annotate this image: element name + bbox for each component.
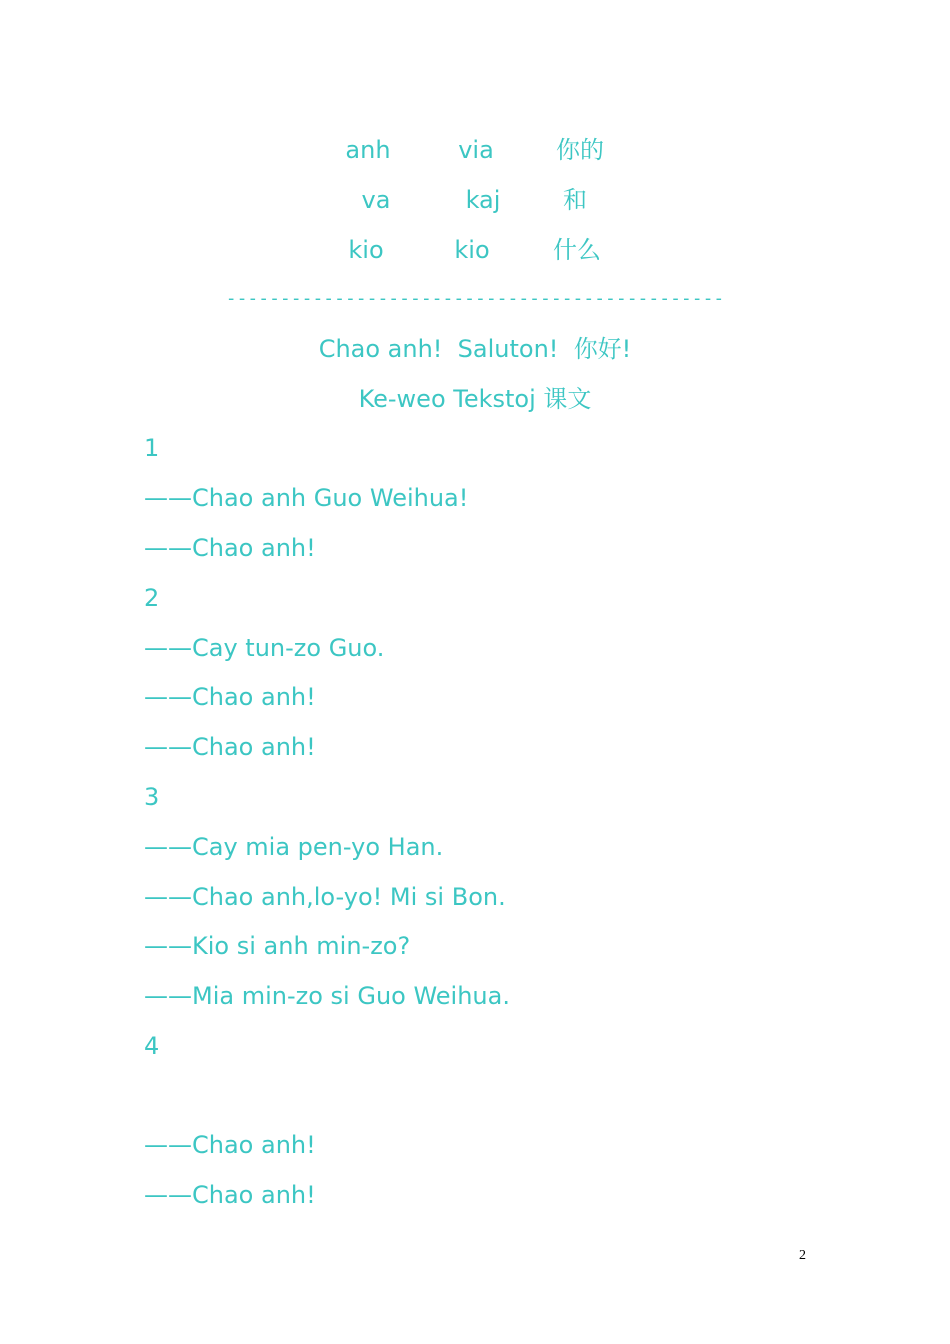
dialogue-line: ——Chao anh!: [144, 1131, 316, 1159]
divider-line: ----------------------------------------------: [225, 288, 725, 309]
vocab-esperanto-2: kaj: [465, 186, 501, 214]
vocab-vietnamese-2: va: [361, 186, 391, 214]
dialogue-line: ——Chao anh!: [144, 534, 316, 562]
section-title: Ke-weo Tekstoj 课文: [358, 385, 592, 413]
vocab-esperanto-1: via: [458, 136, 494, 164]
greeting-line: Chao anh! Saluton! 你好!: [318, 335, 632, 363]
vocab-chinese-3: 什么: [553, 236, 601, 264]
dialogue-line: ——Chao anh!: [144, 733, 316, 761]
vocab-chinese-1: 你的: [556, 136, 604, 164]
dialogue-number: 3: [144, 783, 160, 811]
dialogue-line: ——Cay mia pen-yo Han.: [144, 833, 444, 861]
dialogue-line: ——Mia min-zo si Guo Weihua.: [144, 982, 510, 1010]
dialogue-line: ——Cay tun-zo Guo.: [144, 634, 385, 662]
dialogue-line: ——Chao anh Guo Weihua!: [144, 484, 469, 512]
dialogue-number: 4: [144, 1032, 160, 1060]
page-number: 2: [799, 1248, 806, 1263]
vocab-vietnamese-1: anh: [345, 136, 391, 164]
vocab-chinese-2: 和: [563, 186, 587, 214]
dialogue-line: ——Kio si anh min-zo?: [144, 932, 411, 960]
dialogue-number: 1: [144, 434, 160, 462]
dialogue-line: ——Chao anh,lo-yo! Mi si Bon.: [144, 883, 506, 911]
dialogue-line: ——Chao anh!: [144, 683, 316, 711]
vocab-vietnamese-3: kio: [348, 236, 384, 264]
vocab-esperanto-3: kio: [454, 236, 490, 264]
dialogue-line: ——Chao anh!: [144, 1181, 316, 1209]
dialogue-number: 2: [144, 584, 160, 612]
